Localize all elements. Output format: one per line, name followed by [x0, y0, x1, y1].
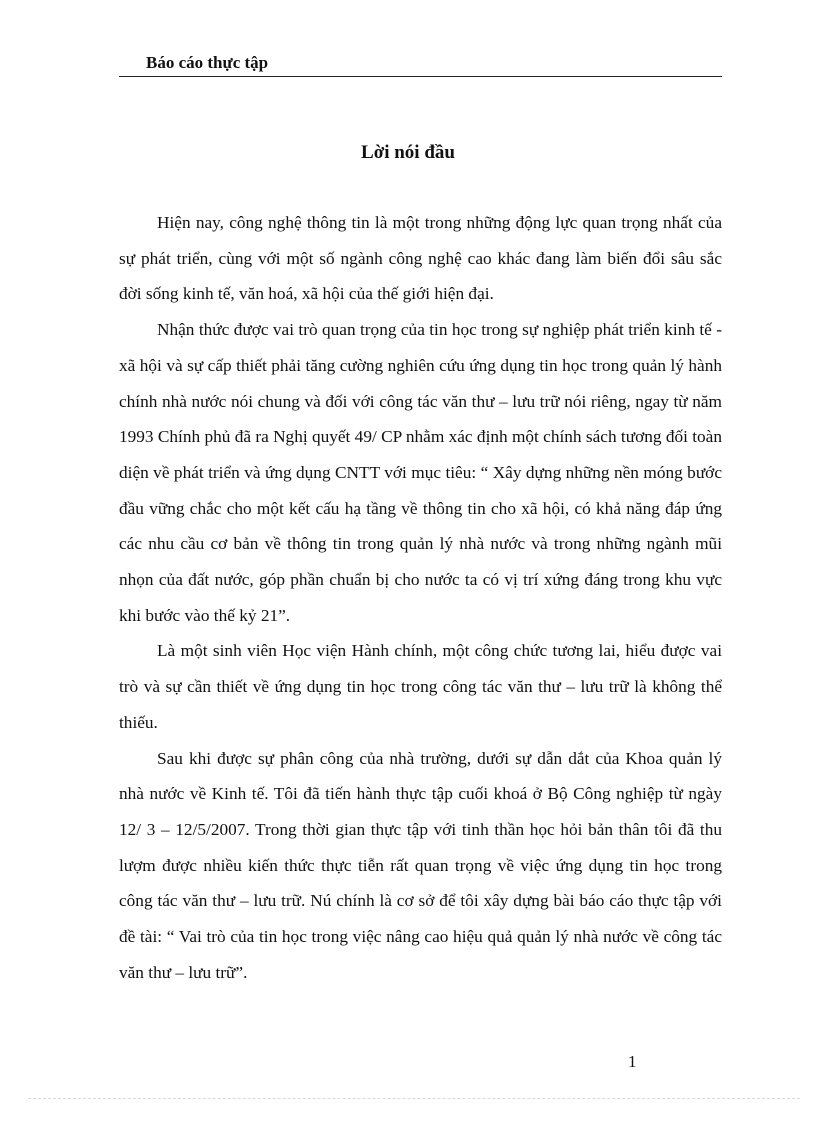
paragraph-internship: Sau khi được sự phân công của nhà trường, dưới sự dẫn dắt của Khoa quản lý nhà nước về Kinh tế. Tôi đã tiến hành thực tập cuối khoá ở Bộ Công nghiệp từ ngày 12/ 3 – 12/5/2007. Trong thời gian thực tập với tinh thần học hỏi bản thân tôi đã thu lượm được nhiều kiến thức thực tiễn rất quan trọng về việc ứng dụng tin học trong công tác văn thư – lưu trữ. Nú chính là cơ sở để tôi xây dựng bài báo cáo thực tập với đề tài: “ Vai trò của tin học trong việc nâng cao hiệu quả quản lý nhà nước về công tác văn thư – lưu trữ”. — [119, 748, 722, 982]
page-number: 1 — [628, 1052, 637, 1071]
page-bottom-divider — [28, 1098, 800, 1099]
paragraph-intro: Hiện nay, công nghệ thông tin là một trong những động lực quan trọng nhất của sự phát triển, cùng với một số ngành công nghệ cao khác đang làm biến đổi sâu sắc đời sống kinh tế, văn hoá, xã hội của thế giới hiện đại. — [119, 213, 722, 304]
paragraph-policy: Nhận thức được vai trò quan trọng của tin học trong sự nghiệp phát triển kinh tế - xã hội và sự cấp thiết phải tăng cường nghiên cứu ứng dụng tin học trong quản lý hành chính nhà nước nói chung và đối với công tác văn thư – lưu trữ nói riêng, ngay từ năm 1993 Chính phủ đã ra Nghị quyết 49/ CP nhằm xác định một chính sách tương đối toàn diện về phát triển và ứng dụng CNTT với mục tiêu: “ Xây dựng những nền móng bước đầu vững chắc cho một kết cấu hạ tầng về thông tin cho xã hội, có khả năng đáp ứng các nhu cầu cơ bản về thông tin trong quản lý nhà nước và trong những ngành mũi nhọn của đất nước, góp phần chuẩn bị cho nước ta có vị trí xứng đáng trong khu vực khi bước vào thế kỷ 21”. — [119, 320, 722, 625]
document-body — [119, 205, 722, 990]
header-divider — [119, 76, 722, 77]
header-title: Báo cáo thực tập — [146, 53, 269, 72]
paragraph-student: Là một sinh viên Học viện Hành chính, một công chức tương lai, hiểu được vai trò và sự cần thiết về ứng dụng tin học trong công tác văn thư – lưu trữ là không thể thiếu. — [119, 641, 722, 732]
page-title: Lời nói đầu — [361, 142, 455, 163]
